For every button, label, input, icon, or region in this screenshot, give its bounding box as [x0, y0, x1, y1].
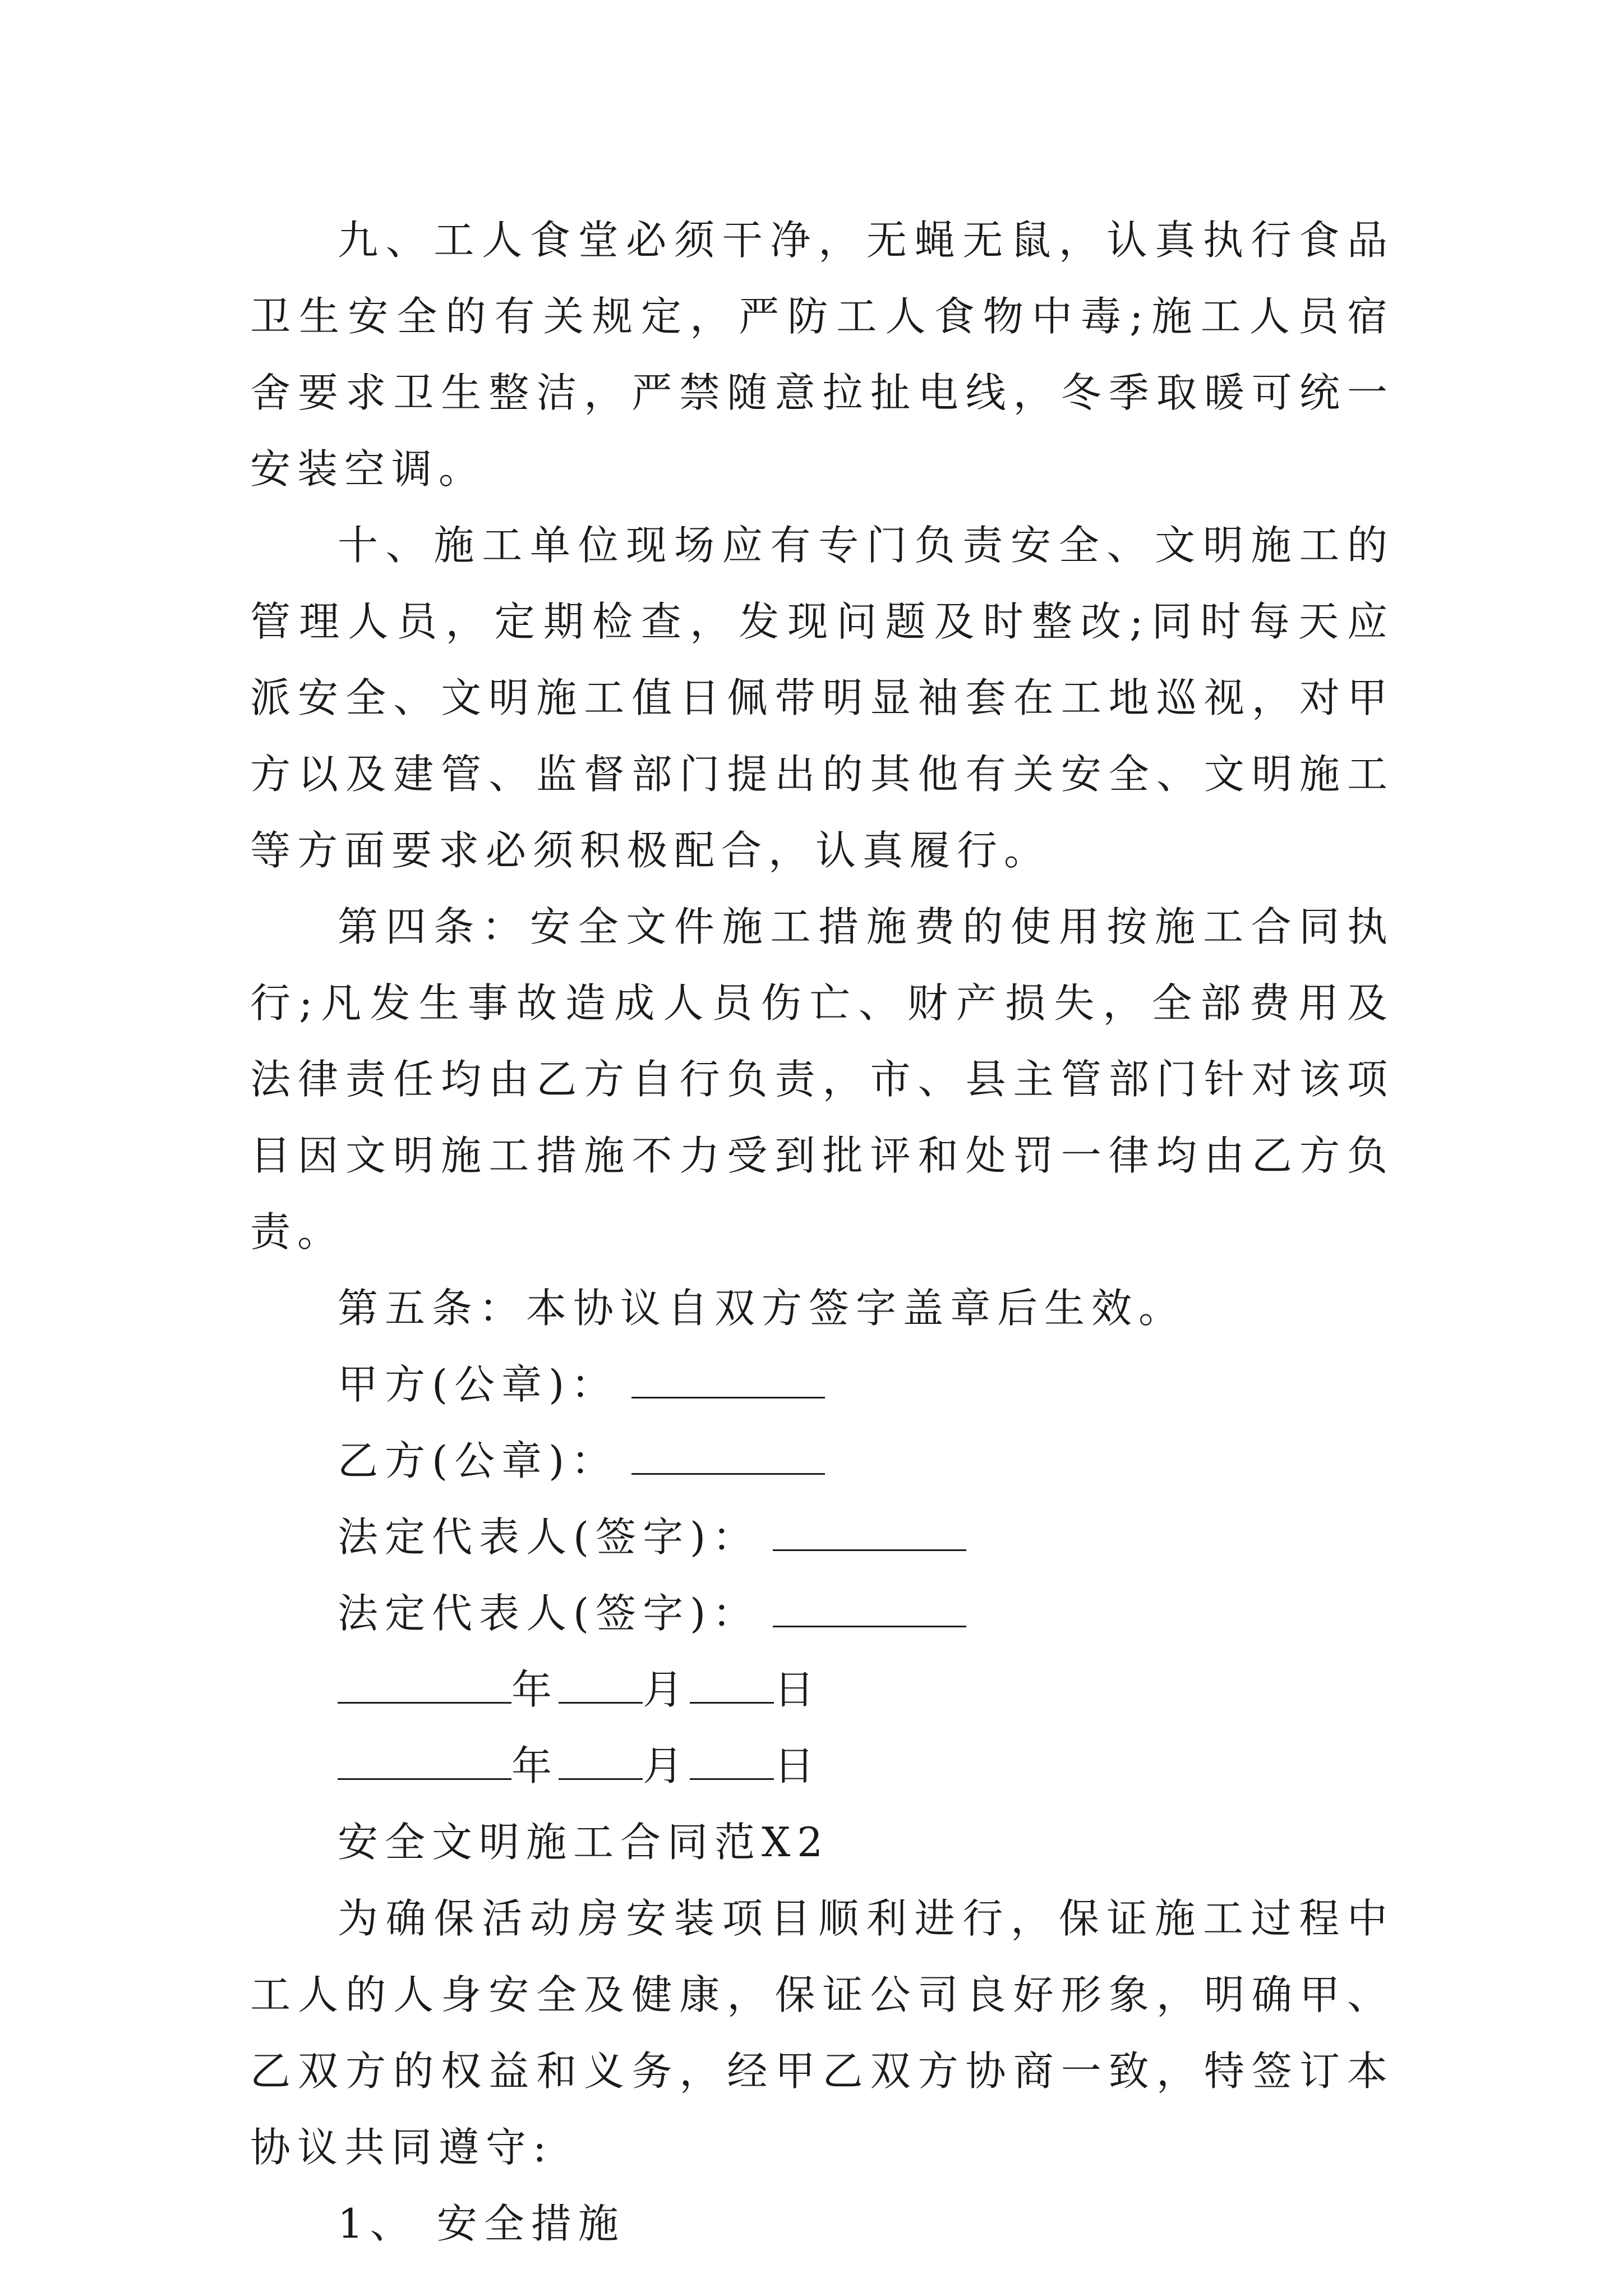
date-line-1 [250, 1651, 1394, 1728]
section-two-title: 安全文明施工合同范X2 [338, 1819, 830, 1866]
day-blank-2 [690, 1743, 774, 1780]
party-b-seal-blank [631, 1438, 825, 1475]
day-label-2: 日 [774, 1742, 822, 1789]
article-four: 第四条：安全文件施工措施费的使用按施工合同执行;凡发生事故造成人员伤亡、财产损失，全部费用及法律责任均由乙方自行负责，市、县主管部门针对该项目因文明施工措施不力受到批评和处罚一律均由乙方负责。 [250, 903, 1394, 1255]
date-line-2 [250, 1728, 1394, 1804]
day-label-1: 日 [774, 1666, 822, 1713]
party-b-seal-line [250, 1423, 1394, 1499]
clause-ten: 十、施工单位现场应有专门负责安全、文明施工的管理人员，定期检查，发现问题及时整改;同时每天应派安全、文明施工值日佩带明显袖套在工地巡视，对甲方以及建管、监督部门提出的其他有关安全、文明施工等方面要求必须积极配合，认真履行。 [250, 522, 1394, 874]
day-blank-1 [690, 1667, 774, 1704]
legal-rep-label-2: 法定代表人(签字)： [338, 1590, 760, 1637]
month-label-2: 月 [643, 1742, 690, 1789]
year-blank-2 [338, 1743, 511, 1780]
party-b-seal-label: 乙方(公章)： [338, 1437, 619, 1484]
month-label-1: 月 [643, 1666, 690, 1713]
intro-paragraph: 为确保活动房安装项目顺利进行，保证施工过程中工人的人身安全及健康，保证公司良好形象，明确甲、乙双方的权益和义务，经甲乙双方协商一致，特签订本协议共同遵守: [250, 1895, 1394, 2171]
year-label-1: 年 [511, 1666, 559, 1713]
month-blank-2 [559, 1743, 643, 1780]
legal-rep-label-1: 法定代表人(签字)： [338, 1513, 760, 1561]
clause-nine: 九、工人食堂必须干净，无蝇无鼠，认真执行食品卫生安全的有关规定，严防工人食物中毒;施工人员宿舍要求卫生整洁，严禁随意拉扯电线，冬季取暖可统一安装空调。 [250, 217, 1394, 493]
month-blank-1 [559, 1667, 643, 1704]
item-one-heading: 1、 安全措施 [338, 2200, 625, 2247]
legal-rep-line-2 [250, 1575, 1394, 1651]
year-label-2: 年 [511, 1742, 559, 1789]
legal-rep-blank-1 [773, 1515, 966, 1551]
party-a-seal-blank [631, 1362, 825, 1398]
article-five: 第五条：本协议自双方签字盖章后生效。 [338, 1285, 1186, 1332]
party-a-seal-label: 甲方(公章)： [338, 1361, 619, 1408]
legal-rep-line-1 [250, 1499, 1394, 1575]
year-blank-1 [338, 1667, 511, 1704]
legal-rep-blank-2 [773, 1591, 966, 1627]
party-a-seal-line [250, 1346, 1394, 1423]
document-body [250, 202, 1394, 2262]
